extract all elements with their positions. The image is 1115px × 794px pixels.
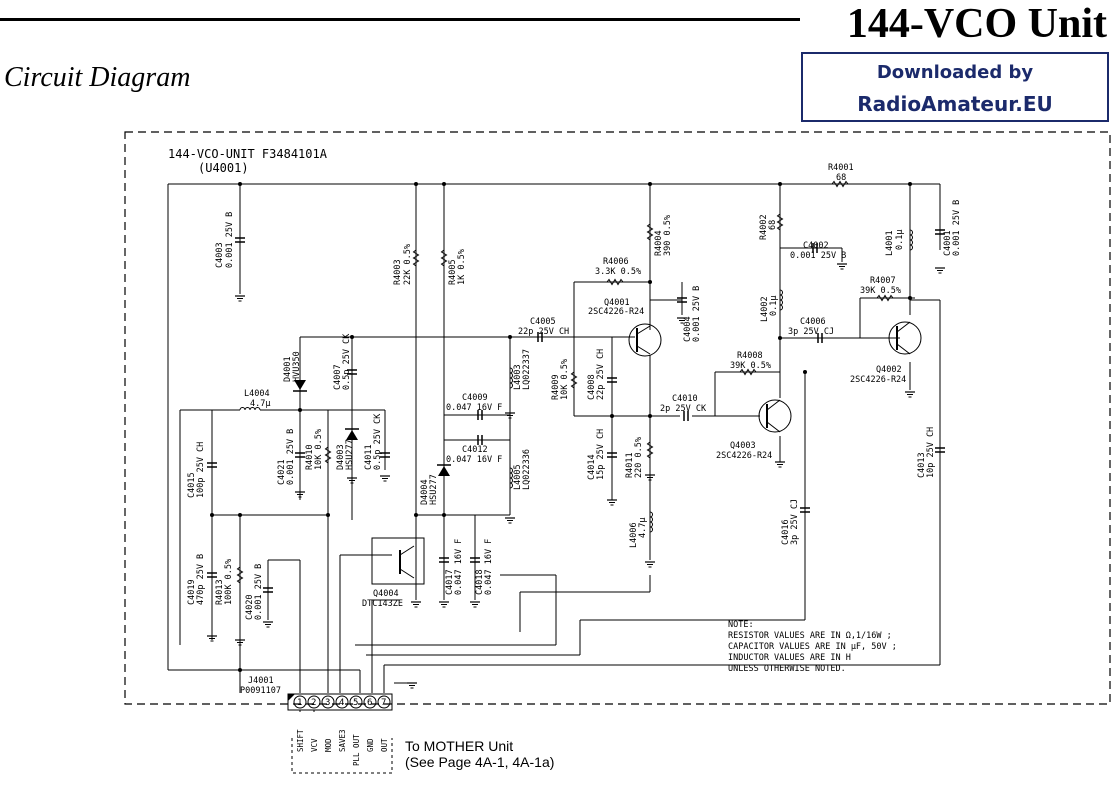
label-l4004: L4004 bbox=[244, 389, 270, 399]
signal-pll-out: PLL OUT bbox=[352, 734, 361, 766]
value-r4001: 68 bbox=[836, 173, 847, 183]
label-r4008: R4008 bbox=[737, 351, 763, 361]
label-c4008: C4008 bbox=[587, 374, 597, 400]
label-l4006: L4006 bbox=[629, 522, 639, 548]
board-outline bbox=[125, 132, 1110, 704]
signal-gnd: GND bbox=[366, 738, 375, 752]
value-r4006: 3.3K 0.5% bbox=[595, 267, 642, 277]
note-line-2: CAPACITOR VALUES ARE IN μF, 50V ; bbox=[728, 642, 897, 652]
value-c4013: 10p 25V CH bbox=[926, 426, 936, 478]
label-l4003: L4003 bbox=[513, 364, 523, 390]
value-q4002: 2SC4226-R24 bbox=[850, 375, 907, 385]
label-r4007: R4007 bbox=[870, 276, 896, 286]
label-c4021: C4021 bbox=[277, 459, 287, 485]
value-r4011: 220 0.5% bbox=[634, 437, 644, 478]
value-c4005: 22p 25V CH bbox=[518, 327, 570, 337]
label-c4009: C4009 bbox=[462, 393, 488, 403]
value-c4003: 0.001 25V B bbox=[225, 211, 235, 268]
connector-pin-7: 7 bbox=[381, 698, 387, 708]
download-credit-line1: Downloaded by bbox=[876, 62, 1034, 83]
label-r4002: R4002 bbox=[759, 214, 769, 240]
section-title: Circuit Diagram bbox=[4, 62, 191, 93]
value-l4003: LQ022337 bbox=[522, 349, 532, 390]
value-c4012: 0.047 16V F bbox=[446, 455, 503, 465]
label-c4014: C4014 bbox=[587, 454, 597, 480]
value-l4001: 0.1μ bbox=[895, 229, 905, 250]
label-c4005: C4005 bbox=[530, 317, 556, 327]
value-r4010: 10K 0.5% bbox=[314, 429, 324, 470]
label-c4004: C4004 bbox=[683, 316, 693, 342]
value-c4009: 0.047 16V F bbox=[446, 403, 503, 413]
download-credit-line2: RadioAmateur.EU bbox=[857, 92, 1053, 116]
label-q4002: Q4002 bbox=[876, 365, 902, 375]
note-block bbox=[728, 620, 897, 674]
value-c4019: 470p 25V B bbox=[196, 553, 206, 605]
label-l4005: L4005 bbox=[513, 464, 523, 490]
label-q4004: Q4004 bbox=[373, 589, 399, 599]
label-d4004: D4004 bbox=[420, 479, 430, 505]
value-c4021: 0.001 25V B bbox=[286, 428, 296, 485]
value-c4011: 0.5p 25V CK bbox=[373, 413, 383, 470]
connector-pin-1: 1 bbox=[297, 698, 303, 708]
label-d4003: D4003 bbox=[336, 444, 346, 470]
value-c4015: 100p 25V CH bbox=[196, 441, 206, 498]
label-r4001: R4001 bbox=[828, 163, 854, 173]
value-c4004: 0.001 25V B bbox=[692, 285, 702, 342]
label-r4004: R4004 bbox=[654, 230, 664, 256]
value-r4008: 39K 0.5% bbox=[730, 361, 771, 371]
label-c4013: C4013 bbox=[917, 452, 927, 478]
note-line-3: INDUCTOR VALUES ARE IN H bbox=[728, 653, 851, 663]
label-l4002: L4002 bbox=[760, 296, 770, 322]
connector-ref: J4001 bbox=[248, 676, 274, 686]
component-symbols bbox=[207, 182, 945, 593]
connector-j4001 bbox=[240, 676, 392, 773]
label-c4006: C4006 bbox=[800, 317, 826, 327]
label-q4001: Q4001 bbox=[604, 298, 630, 308]
value-c4008: 22p 25V CH bbox=[596, 348, 606, 400]
label-r4006: R4006 bbox=[603, 257, 629, 267]
destination-page-ref: (See Page 4A-1, 4A-1a) bbox=[405, 754, 555, 770]
value-q4003: 2SC4226-R24 bbox=[716, 451, 773, 461]
note-title: NOTE: bbox=[728, 620, 754, 630]
board-ref: (U4001) bbox=[198, 161, 249, 175]
value-d4003: HSU277 bbox=[345, 439, 355, 470]
value-l4006: 4.7μ bbox=[638, 517, 648, 538]
value-l4004: 4.7μ bbox=[250, 399, 271, 409]
value-r4009: 10K 0.5% bbox=[560, 359, 570, 400]
value-c4010: 2p 25V CK bbox=[660, 404, 707, 414]
connector-pin-2: 2 bbox=[311, 698, 317, 708]
label-c4003: C4003 bbox=[215, 242, 225, 268]
value-r4005: 1K 0.5% bbox=[457, 249, 467, 285]
label-c4011: C4011 bbox=[364, 444, 374, 470]
value-c4016: 3p 25V CJ bbox=[790, 498, 800, 545]
label-c4016: C4016 bbox=[781, 519, 791, 545]
value-c4017: 0.047 16V F bbox=[454, 538, 464, 595]
value-c4002: 0.001 25V B bbox=[790, 251, 847, 261]
value-c4006: 3p 25V CJ bbox=[788, 327, 835, 337]
ground-symbols bbox=[207, 264, 945, 688]
value-d4001: HVU350 bbox=[292, 351, 302, 382]
unit-title: 144-VCO Unit bbox=[846, 1, 1107, 47]
label-c4010: C4010 bbox=[672, 394, 698, 404]
note-line-1: RESISTOR VALUES ARE IN Ω,1/16W ; bbox=[728, 631, 892, 641]
label-c4012: C4012 bbox=[462, 445, 488, 455]
value-l4002: 0.1μ bbox=[769, 295, 779, 316]
label-c4007: C4007 bbox=[333, 364, 343, 390]
value-r4002: 68 bbox=[768, 219, 778, 230]
signal-vcv: VCV bbox=[310, 738, 319, 752]
label-l4001: L4001 bbox=[885, 230, 895, 256]
value-r4007: 39K 0.5% bbox=[860, 286, 901, 296]
signal-mod: MOD bbox=[324, 738, 333, 752]
label-r4005: R4005 bbox=[448, 259, 458, 285]
label-r4009: R4009 bbox=[551, 374, 561, 400]
label-r4003: R4003 bbox=[393, 259, 403, 285]
value-d4004: HSU277 bbox=[429, 474, 439, 505]
connector-pin-3: 3 bbox=[325, 698, 331, 708]
value-q4004: DTC143ZE bbox=[362, 599, 403, 609]
label-d4001: D4001 bbox=[283, 356, 293, 382]
label-c4019: C4019 bbox=[187, 579, 197, 605]
value-c4007: 0.5p 25V CK bbox=[342, 333, 352, 390]
label-c4002: C4002 bbox=[803, 241, 829, 251]
destination-label: To MOTHER Unit bbox=[405, 738, 514, 754]
value-c4001: 0.001 25V B bbox=[952, 199, 962, 256]
signal-out: OUT bbox=[380, 738, 389, 752]
label-q4003: Q4003 bbox=[730, 441, 756, 451]
connector-destination bbox=[405, 738, 554, 770]
label-c4018: C4018 bbox=[475, 569, 485, 595]
value-l4005: LQ022336 bbox=[522, 449, 532, 490]
connector-pin-5: 5 bbox=[353, 698, 359, 708]
connector-part: P0091107 bbox=[240, 686, 281, 696]
label-r4011: R4011 bbox=[625, 452, 635, 478]
board-name: 144-VCO-UNIT F3484101A bbox=[168, 147, 327, 161]
value-c4014: 15p 25V CH bbox=[596, 428, 606, 480]
connector-pin-6: 6 bbox=[367, 698, 373, 708]
signal-save3: SAVE3 bbox=[338, 729, 347, 752]
label-r4010: R4010 bbox=[305, 444, 315, 470]
value-r4004: 390 0.5% bbox=[663, 215, 673, 256]
label-c4017: C4017 bbox=[445, 569, 455, 595]
value-r4003: 22K 0.5% bbox=[403, 244, 413, 285]
label-c4020: C4020 bbox=[245, 594, 255, 620]
signal-shift: SHIFT bbox=[296, 729, 305, 752]
label-c4001: C4001 bbox=[943, 230, 953, 256]
value-c4020: 0.001 25V B bbox=[254, 563, 264, 620]
value-c4018: 0.047 16V F bbox=[484, 538, 494, 595]
value-q4001: 2SC4226-R24 bbox=[588, 307, 645, 317]
value-r4013: 100K 0.5% bbox=[224, 558, 234, 605]
label-r4013: R4013 bbox=[215, 579, 225, 605]
label-c4015: C4015 bbox=[187, 472, 197, 498]
connector-pin-4: 4 bbox=[339, 698, 345, 708]
note-line-4: UNLESS OTHERWISE NOTED. bbox=[728, 664, 846, 674]
